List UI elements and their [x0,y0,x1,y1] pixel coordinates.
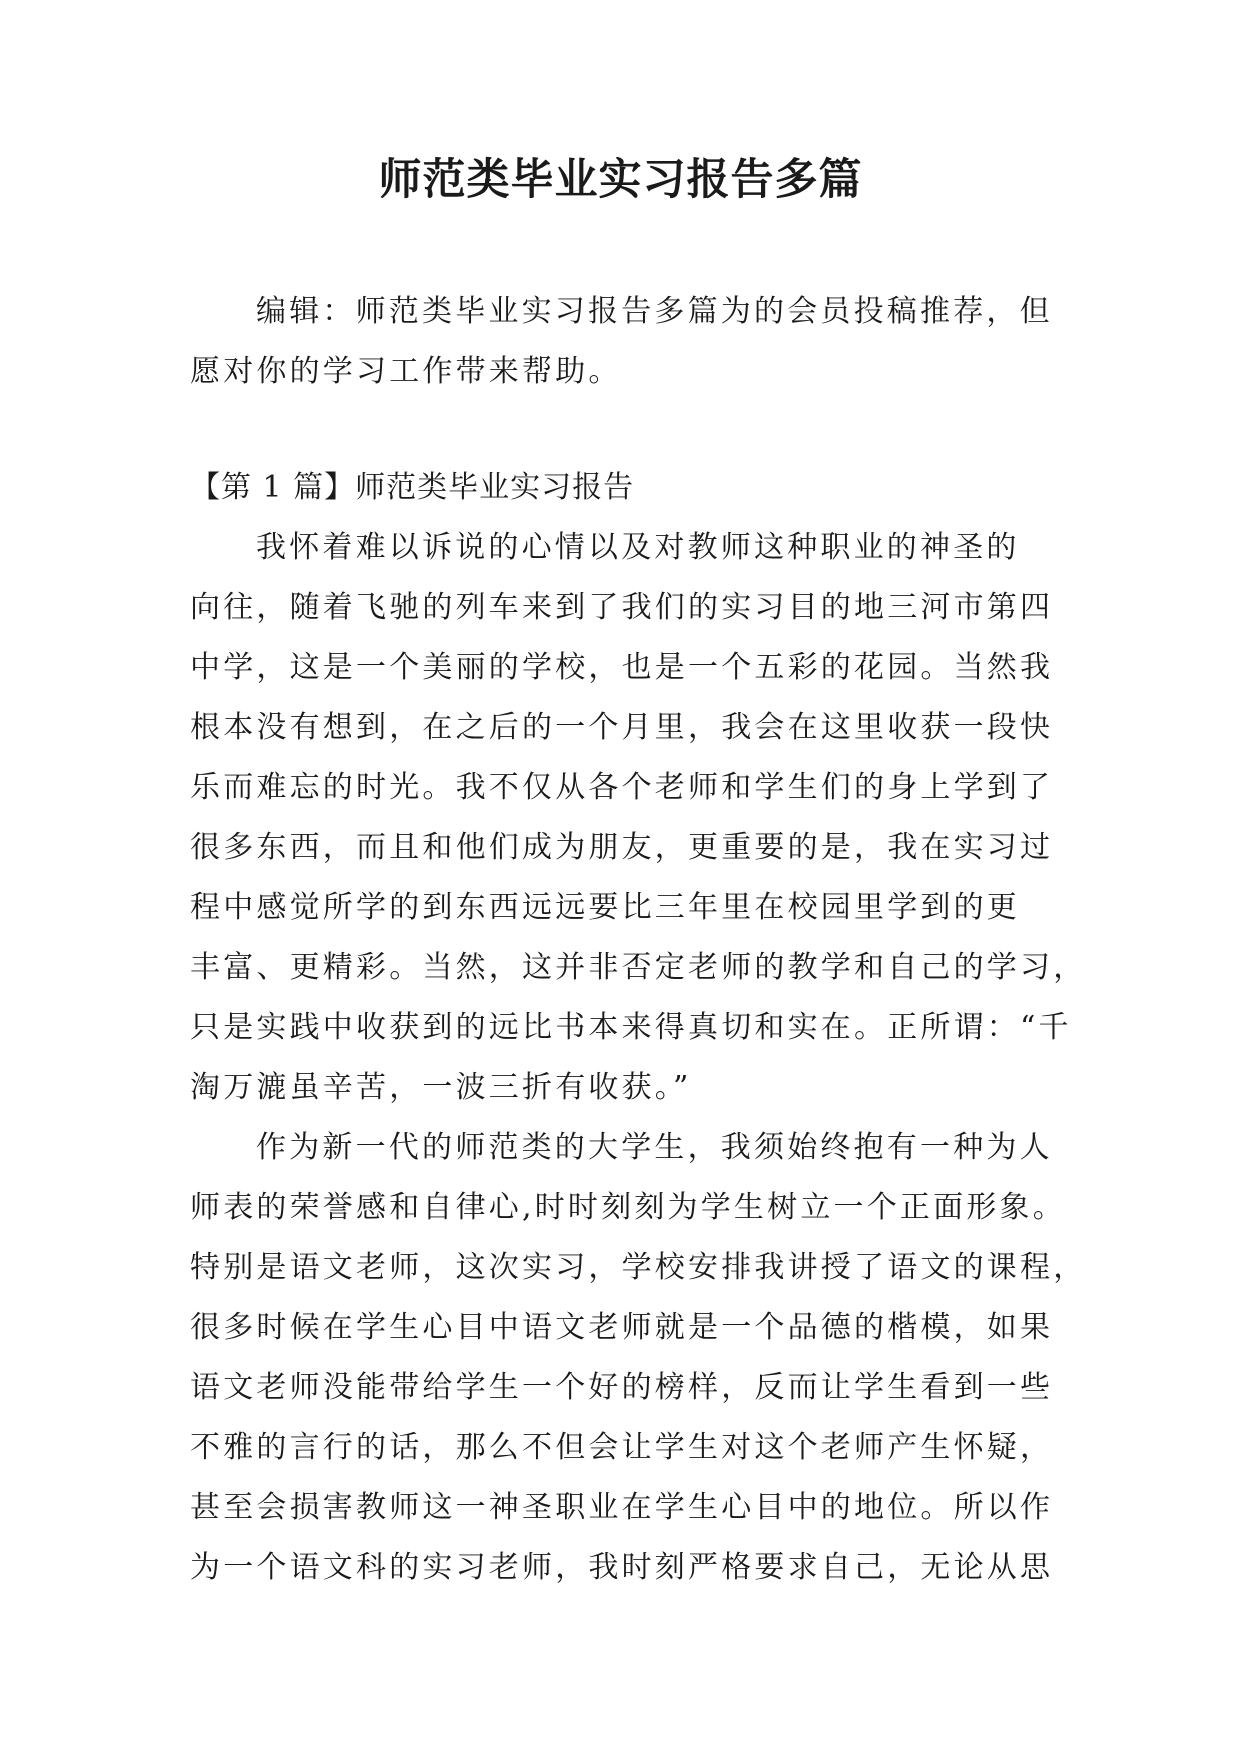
paragraph-2 [190,1118,1087,1598]
paragraph-line: 甚至会损害教师这一神圣职业在学生心目中的地位。所以作 [190,1490,1054,1525]
paragraph-1 [190,518,1087,1118]
paragraph-line: 丰富、更精彩。当然，这并非否定老师的教学和自己的学习， [190,950,1087,985]
paragraph-line: 师表的荣誉感和自律心,时时刻刻为学生树立一个正面形象。 [190,1190,1066,1225]
paragraph-line: 为一个语文科的实习老师，我时刻严格要求自己，无论从思 [190,1550,1054,1585]
paragraph-line: 只是实践中收获到的远比书本来得真切和实在。正所谓：“千 [190,1010,1072,1045]
paragraph-line: 作为新一代的师范类的大学生，我须始终抱有一种为人 [256,1130,1053,1165]
paragraph-line: 很多时候在学生心目中语文老师就是一个品德的楷模，如果 [190,1310,1054,1345]
paragraph-line: 淘万漉虽辛苦，一波三折有收获。” [190,1070,692,1105]
paragraph-line: 中学，这是一个美丽的学校，也是一个五彩的花园。当然我 [190,650,1054,685]
paragraph-line: 不雅的言行的话，那么不但会让学生对这个老师产生怀疑， [190,1430,1054,1465]
paragraph-line: 语文老师没能带给学生一个好的榜样，反而让学生看到一些 [190,1370,1054,1405]
paragraph-line: 我怀着难以诉说的心情以及对教师这种职业的神圣的 [256,530,1020,565]
section-heading: 【第 1 篇】师范类毕业实习报告 [190,470,635,505]
paragraph-line: 程中感觉所学的到东西远远要比三年里在校园里学到的更 [190,890,1020,925]
paragraph-line: 特别是语文老师，这次实习，学校安排我讲授了语文的课程， [190,1250,1087,1285]
intro-line: 愿对你的学习工作带来帮助。 [190,354,622,389]
paragraph-line: 很多东西，而且和他们成为朋友，更重要的是，我在实习过 [190,830,1054,865]
paragraph-line: 向往，随着飞驰的列车来到了我们的实习目的地三河市第四 [190,590,1054,625]
document-title: 师范类毕业实习报告多篇 [378,155,863,205]
paragraph-line: 根本没有想到，在之后的一个月里，我会在这里收获一段快 [190,710,1054,745]
intro-line: 编辑：师范类毕业实习报告多篇为的会员投稿推荐，但 [256,294,1053,329]
article-body [190,458,1087,1598]
paragraph-line: 乐而难忘的时光。我不仅从各个老师和学生们的身上学到了 [190,770,1054,805]
intro-paragraph [190,282,1053,402]
